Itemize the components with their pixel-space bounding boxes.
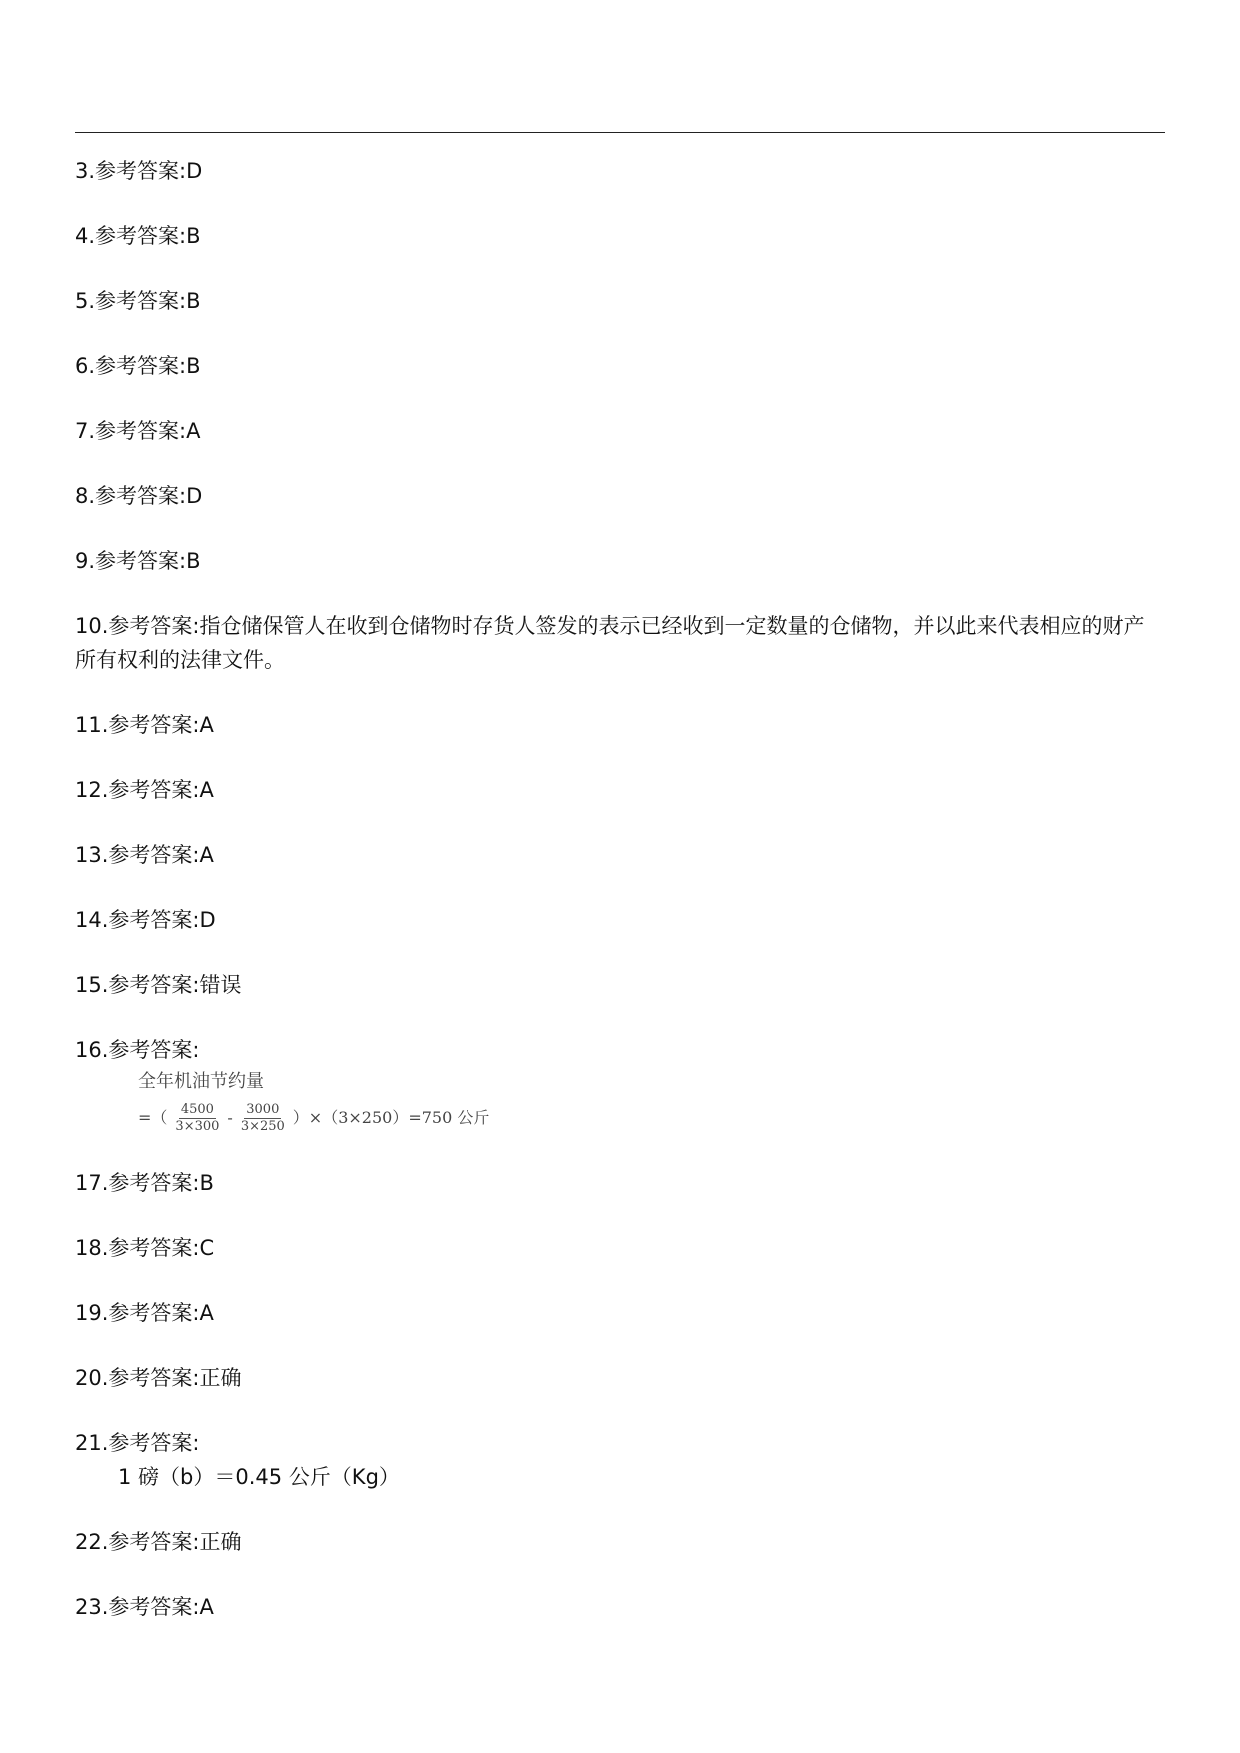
answer-item-long: [75, 609, 1165, 677]
formula-line: [138, 1101, 1165, 1135]
formula-title: 全年机油节约量: [138, 1071, 264, 1092]
header-rule: [75, 132, 1165, 133]
answer-label: 11.参考答案:: [75, 713, 200, 737]
fraction-2-numerator: 3000: [246, 1101, 280, 1117]
answer-value: B: [199, 1171, 214, 1195]
answer-item: [75, 219, 1165, 253]
answer-value: D: [186, 484, 203, 508]
answer-value: B: [186, 354, 201, 378]
answer-value: A: [199, 1301, 214, 1325]
answer-value: A: [199, 713, 214, 737]
answer-label: 22.参考答案:: [75, 1530, 200, 1554]
answer-value: B: [186, 224, 201, 248]
answer-item: [75, 1231, 1165, 1265]
fraction-1-numerator: 4500: [180, 1101, 214, 1117]
answer-label: 16.参考答案:: [75, 1038, 200, 1062]
answer-label: 20.参考答案:: [75, 1366, 200, 1390]
answer-item: [75, 1296, 1165, 1330]
formula-suffix: ）×（3×250）=750 公斤: [292, 1108, 490, 1127]
answer-value: B: [186, 289, 201, 313]
answer-label: 5.参考答案:: [75, 289, 187, 313]
answer-label: 9.参考答案:: [75, 549, 187, 573]
answer-value: C: [199, 1236, 215, 1260]
formula-image: [75, 1069, 1165, 1135]
formula-operator: -: [227, 1108, 233, 1127]
answer-item: [75, 349, 1165, 383]
answer-label: 21.参考答案:: [75, 1431, 200, 1455]
answer-item: [75, 1525, 1165, 1559]
fraction-2: [239, 1102, 287, 1135]
answer-label: 12.参考答案:: [75, 778, 200, 802]
answer-label: 15.参考答案:: [75, 973, 200, 997]
answer-item: [75, 903, 1165, 937]
answer-item: [75, 414, 1165, 448]
answer-value: 正确: [199, 1366, 242, 1390]
answer-item: [75, 284, 1165, 318]
answer-item: [75, 1590, 1165, 1624]
answer-label: 8.参考答案:: [75, 484, 187, 508]
answer-value: B: [186, 549, 201, 573]
answer-note: 1 磅（b）＝0.45 公斤（Kg）: [118, 1465, 400, 1489]
answer-item: [75, 154, 1165, 188]
answer-label: 18.参考答案:: [75, 1236, 200, 1260]
answer-label: 13.参考答案:: [75, 843, 200, 867]
answer-item: [75, 1361, 1165, 1395]
answer-label: 14.参考答案:: [75, 908, 200, 932]
answer-item: [75, 968, 1165, 1002]
answer-label: 10.参考答案:: [75, 614, 200, 638]
answer-value: A: [199, 843, 214, 867]
answer-item: [75, 838, 1165, 872]
answer-list: [75, 154, 1165, 1655]
answer-label: 17.参考答案:: [75, 1171, 200, 1195]
answer-item-formula: [75, 1033, 1165, 1135]
answer-label: 19.参考答案:: [75, 1301, 200, 1325]
answer-value: A: [186, 419, 201, 443]
answer-item: [75, 708, 1165, 742]
formula-prefix: =（: [138, 1108, 168, 1127]
answer-item: [75, 773, 1165, 807]
answer-item: [75, 544, 1165, 578]
answer-value: 错误: [199, 973, 242, 997]
answer-value: 指仓储保管人在收到仓储物时存货人签发的表示已经收到一定数量的仓储物，并以此来代表相应的财产所有权利的法律文件。: [75, 614, 1145, 672]
answer-label: 23.参考答案:: [75, 1595, 200, 1619]
answer-value: 正确: [199, 1530, 242, 1554]
answer-value: D: [199, 908, 216, 932]
answer-item-note: [75, 1426, 1165, 1494]
answer-item: [75, 479, 1165, 513]
fraction-2-denominator: 3×250: [240, 1118, 285, 1134]
answer-label: 4.参考答案:: [75, 224, 187, 248]
answer-label: 6.参考答案:: [75, 354, 187, 378]
answer-item: [75, 1166, 1165, 1200]
answer-label: 7.参考答案:: [75, 419, 187, 443]
fraction-1: [173, 1102, 221, 1135]
answer-value: A: [199, 1595, 214, 1619]
answer-label: 3.参考答案:: [75, 159, 187, 183]
answer-value: A: [199, 778, 214, 802]
fraction-1-denominator: 3×300: [175, 1118, 220, 1134]
answer-value: D: [186, 159, 203, 183]
